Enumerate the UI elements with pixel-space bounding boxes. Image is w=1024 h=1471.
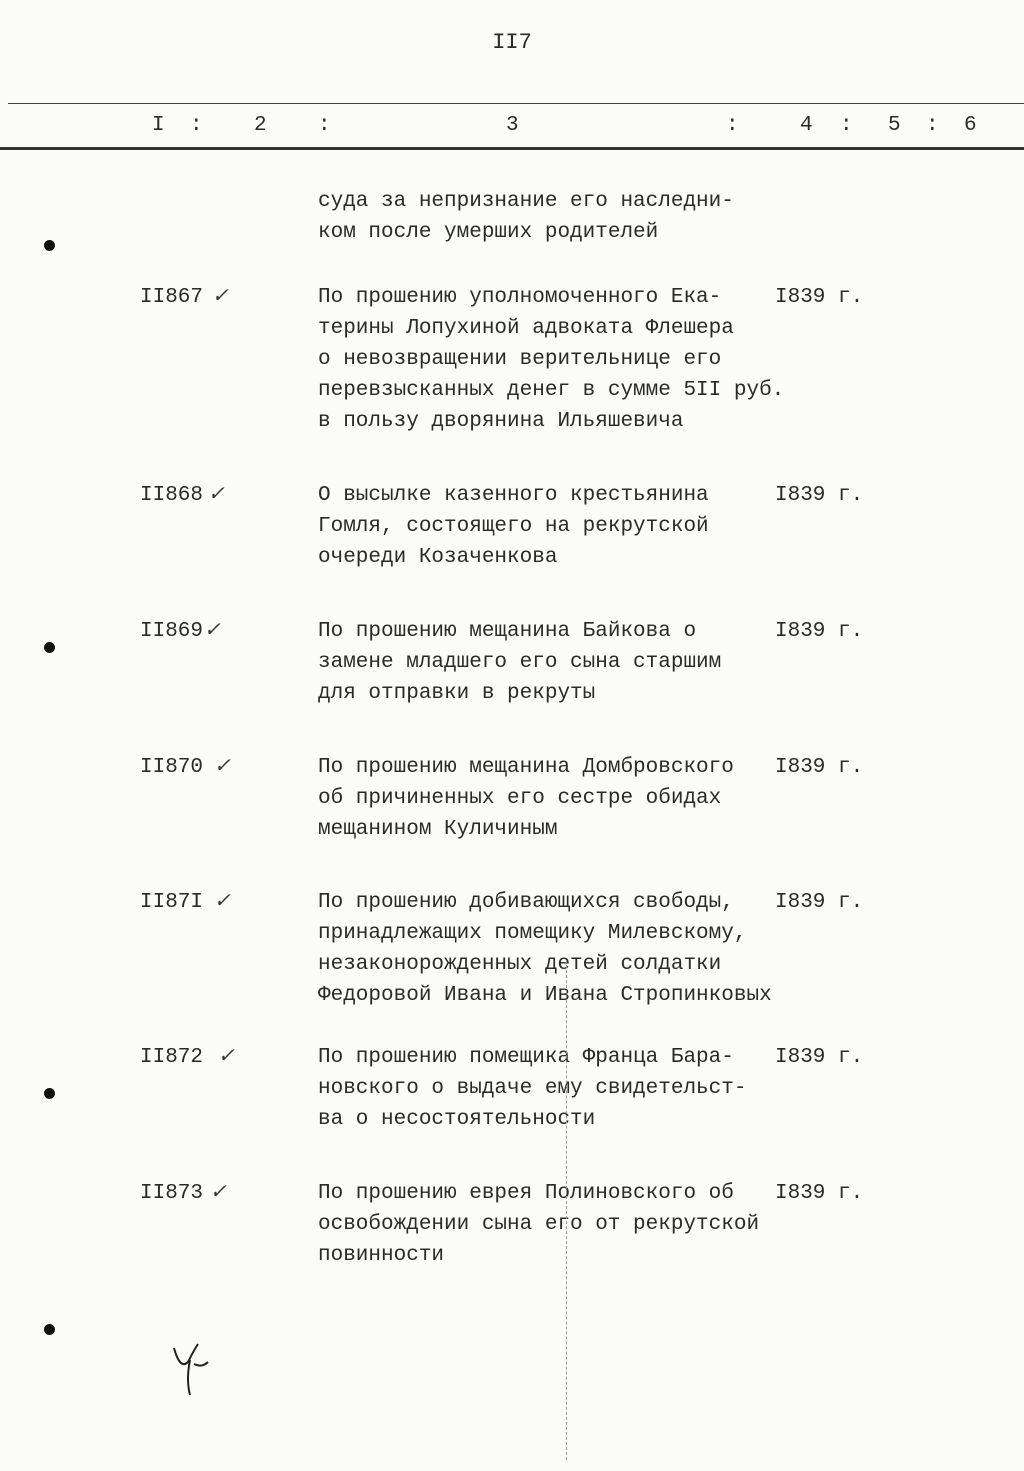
description [318, 1042, 746, 1135]
check-mark-icon: ✓ [214, 891, 231, 914]
desc-line: По прошению добивающихся свободы, [318, 891, 734, 914]
check-mark-icon: ✓ [214, 756, 231, 779]
entry-year: I839 г. [775, 1046, 864, 1069]
entry-year: I839 г. [775, 620, 864, 643]
desc-line: незаконорожденных детей солдатки [318, 953, 722, 976]
entry-year: I839 г. [775, 891, 864, 914]
description [318, 752, 734, 845]
desc-line: суда за непризнание его наследни- [318, 190, 734, 213]
check-mark-icon: ✓ [212, 286, 229, 309]
entry-number: II87I [140, 891, 204, 914]
desc-line: По прошению мещанина Домбровского [318, 756, 734, 779]
desc-line: об причиненных его сестре обидах [318, 787, 722, 810]
desc-line: Гомля, состоящего на рекрутской [318, 515, 709, 538]
check-mark-icon: ✓ [208, 484, 225, 507]
description [318, 1178, 759, 1271]
top-rule [8, 103, 1024, 104]
entry-number: II872 [140, 1046, 204, 1069]
col-3: 3 [506, 114, 519, 137]
punch-hole [44, 642, 55, 653]
entry-year: I839 г. [775, 1182, 864, 1205]
desc-line: мещанином Куличиным [318, 818, 558, 841]
desc-line: замене младшего его сына старшим [318, 651, 722, 674]
desc-line: По прошению мещанина Байкова о [318, 620, 697, 643]
desc-line: По прошению помещика Франца Бара- [318, 1046, 734, 1069]
description [318, 282, 784, 437]
col-sep: : [318, 114, 331, 137]
description [318, 616, 721, 709]
col-5: 5 [888, 114, 901, 137]
desc-line: О высылке казенного крестьянина [318, 484, 709, 507]
entry-year: I839 г. [775, 286, 864, 309]
desc-line: ком после умерших родителей [318, 221, 659, 244]
col-sep: : [840, 114, 853, 137]
desc-line: принадлежащих помещику Милевскому, [318, 922, 747, 945]
entry-number: II869 [140, 620, 204, 643]
desc-line: ва о несостоятельности [318, 1108, 596, 1131]
entry-number: II873 [140, 1182, 204, 1205]
desc-line: освобождении сына его от рекрутской [318, 1213, 760, 1236]
header-rule [0, 147, 1024, 150]
desc-line: для отправки в рекруты [318, 682, 596, 705]
check-mark-icon: ✓ [218, 1046, 235, 1069]
desc-line: перевзысканных денег в сумме 5II руб. [318, 379, 785, 402]
entry-number: II868 [140, 484, 204, 507]
desc-line: По прошению еврея Полиновского об [318, 1182, 734, 1205]
col-sep: : [926, 114, 939, 137]
col-2: 2 [254, 114, 267, 137]
check-mark-icon: ✓ [210, 1182, 227, 1205]
col-4: 4 [800, 114, 813, 137]
desc-line: повинности [318, 1244, 445, 1267]
desc-line: Федоровой Ивана и Ивана Стропинковых [318, 984, 772, 1007]
entry-year: I839 г. [775, 756, 864, 779]
desc-line: в пользу дворянина Ильяшевича [318, 410, 684, 433]
fold-line [566, 960, 567, 1460]
punch-hole [44, 240, 55, 251]
desc-line: По прошению уполномоченного Ека- [318, 286, 722, 309]
punch-hole [44, 1088, 55, 1099]
description [318, 887, 772, 1011]
col-sep: : [190, 114, 203, 137]
description [318, 186, 734, 248]
punch-hole [44, 1324, 55, 1335]
handwritten-mark [168, 1340, 218, 1400]
desc-line: новского о выдаче ему свидетельст- [318, 1077, 747, 1100]
desc-line: о невозвращении верительнице его [318, 348, 722, 371]
entry-number: II867 [140, 286, 204, 309]
check-mark-icon: ✓ [204, 620, 221, 643]
desc-line: очереди Козаченкова [318, 546, 558, 569]
entry-number: II870 [140, 756, 204, 779]
col-1: I [152, 114, 165, 137]
desc-line: терины Лопухиной адвоката Флешера [318, 317, 734, 340]
col-6: 6 [964, 114, 977, 137]
col-sep: : [726, 114, 739, 137]
description [318, 480, 709, 573]
page-number: II7 [492, 30, 532, 55]
entry-year: I839 г. [775, 484, 864, 507]
